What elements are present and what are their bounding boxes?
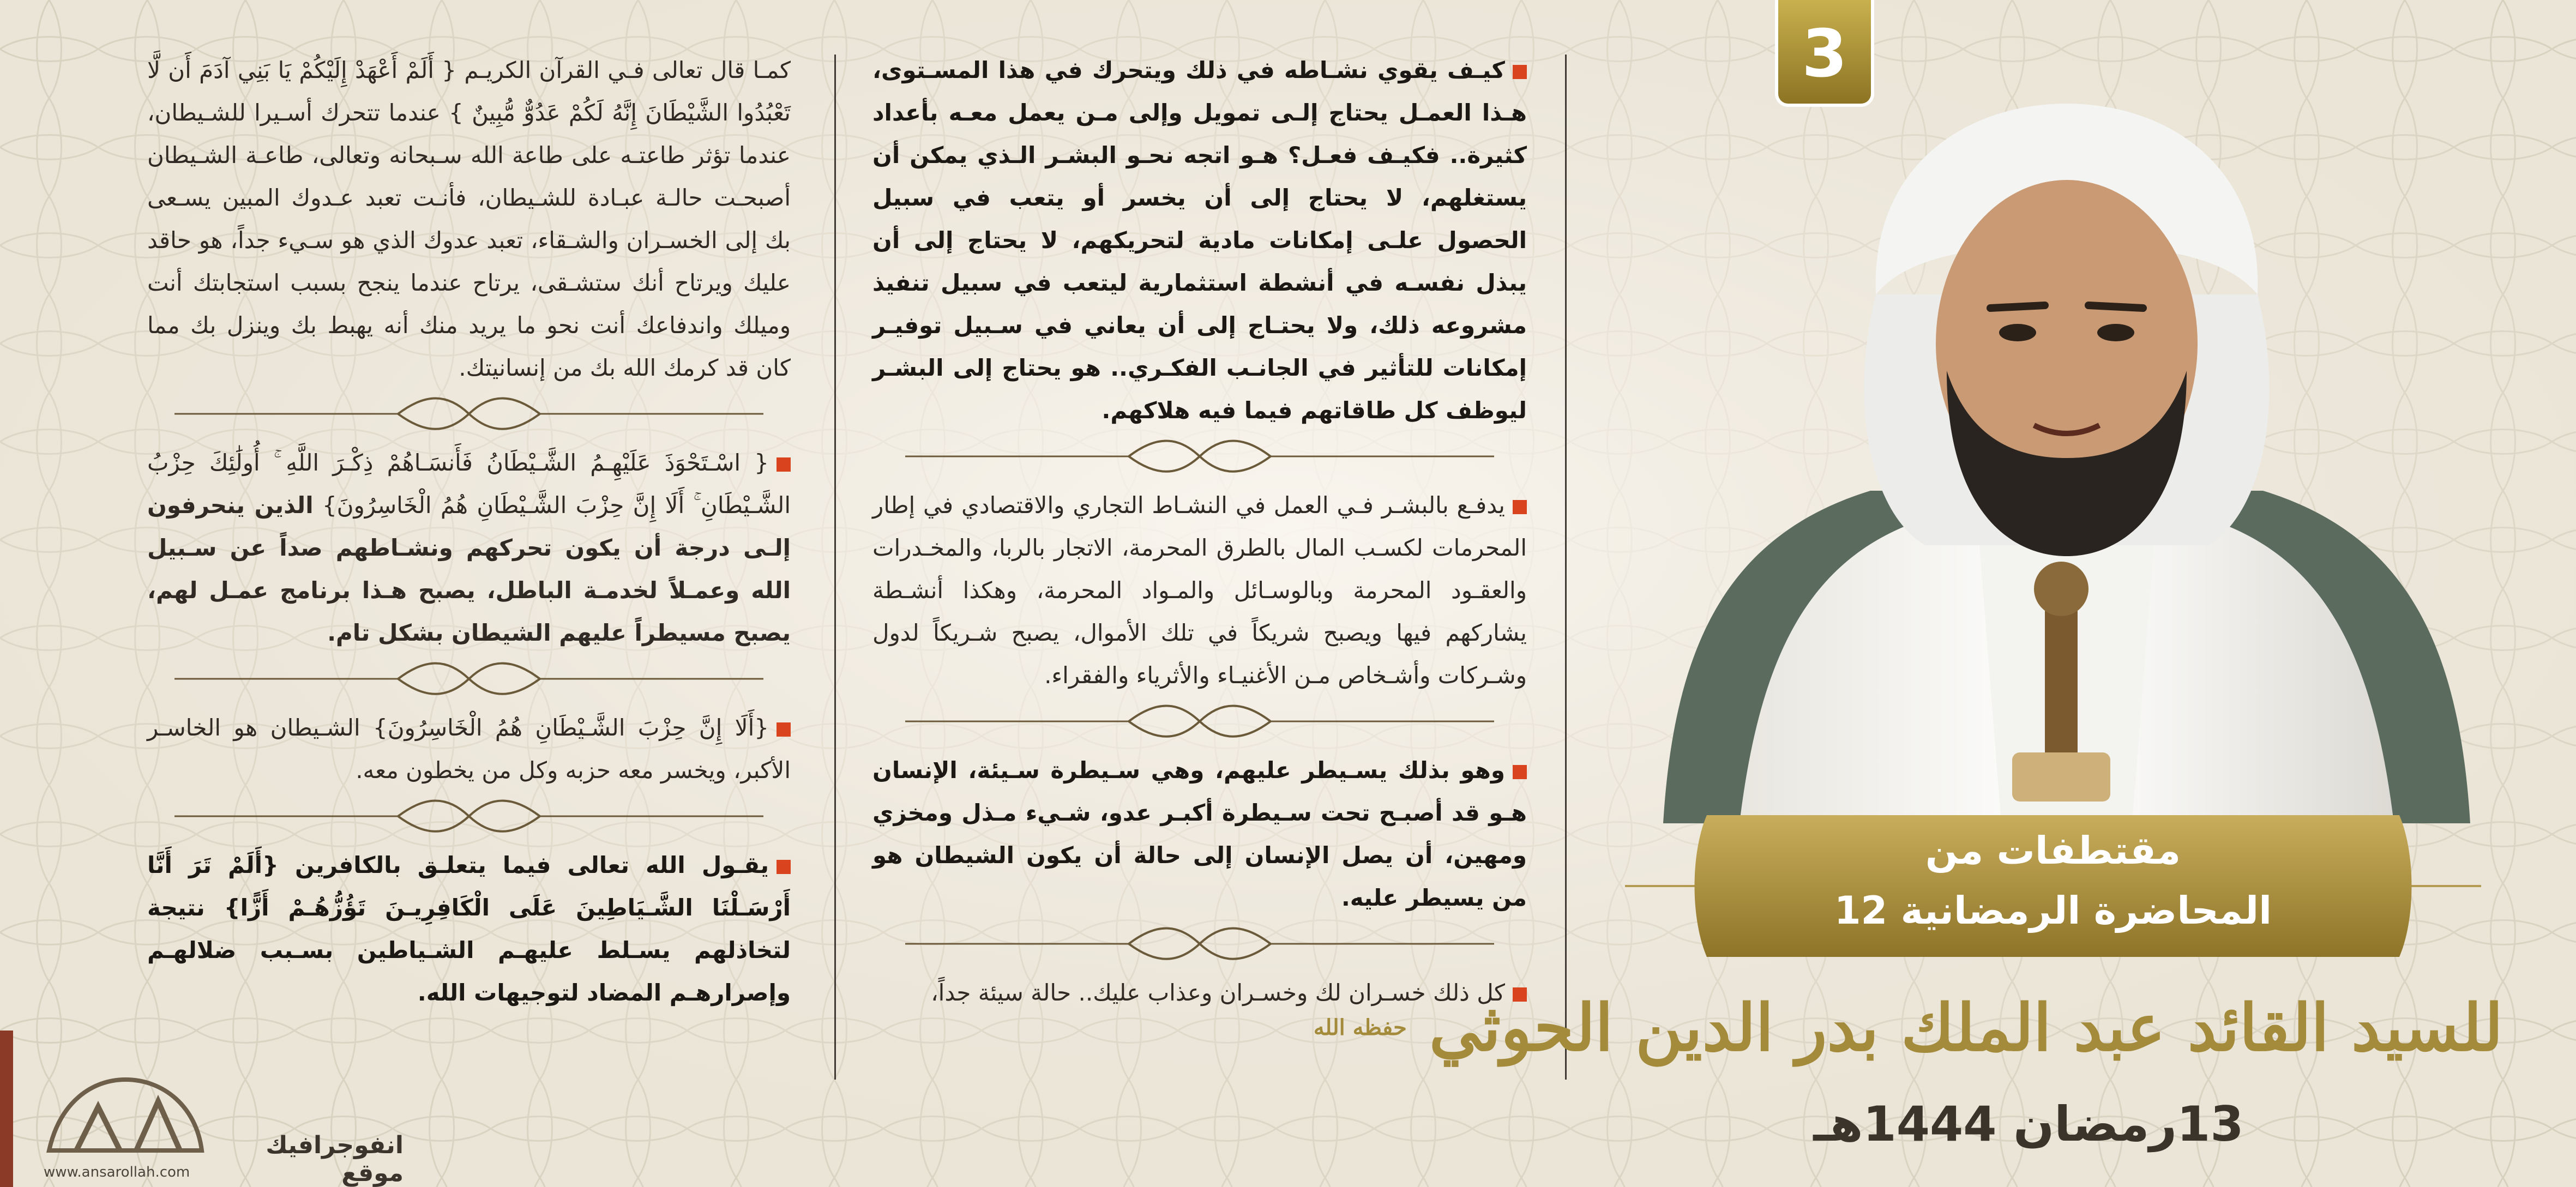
right-paragraph-1	[872, 49, 1527, 432]
right-text-column	[872, 49, 1527, 1014]
banner-title-line-2: المحاضرة الرمضانية 12	[1834, 888, 2272, 933]
left-paragraph-2	[147, 442, 791, 654]
speaker-portrait	[1641, 98, 2492, 823]
footer-url[interactable]: www.ansarollah.com	[44, 1164, 190, 1180]
speaker-signature	[1313, 981, 2503, 1074]
column-rule-right	[1565, 55, 1567, 1080]
ornament-divider	[872, 433, 1527, 480]
ornament-divider	[147, 655, 791, 702]
bullet-icon	[1513, 765, 1527, 779]
signature-text: للسيد القائد عبد الملك بدر الدين الحوثي	[1429, 990, 2503, 1065]
left-paragraph-1	[147, 49, 791, 389]
hijri-date: 13رمضان 1444هـ	[1813, 1096, 2244, 1152]
ansarollah-logo-icon	[38, 1058, 218, 1167]
lecture-title-banner	[1625, 804, 2481, 968]
left-text-column	[147, 49, 791, 1014]
left-paragraph-2-quote: { اسْـتَحْوَذَ عَلَيْهِـمُ الشَّـيْطَانُ فَأَنسَـاهُمْ ذِكْـرَ اللَّهِ ۚ أُولَٰئِكَ حِزْبُ الشَّـيْطَانِ ۚ أَلَا إِنَّ حِزْبَ الشَّـيْطَانِ هُمُ الْخَاسِرُونَ}	[147, 449, 791, 519]
column-rule-middle	[834, 55, 836, 1080]
side-strip	[0, 1031, 13, 1187]
right-paragraph-3	[872, 749, 1527, 919]
left-paragraph-3-text: {أَلَا إِنَّ حِزْبَ الشَّـيْطَانِ هُمُ الْخَاسِرُونَ} الشـيطان هو الخاسـر الأكبر، ويخسر معه حزبه وكل من يخطون معه.	[147, 714, 791, 784]
ornament-divider	[872, 920, 1527, 967]
number-badge: 3	[1775, 0, 1874, 107]
bullet-icon	[1513, 500, 1527, 514]
left-paragraph-4	[147, 844, 791, 1014]
bullet-icon	[777, 860, 791, 874]
ornament-divider	[147, 390, 791, 437]
bullet-icon	[1513, 65, 1527, 79]
signature-honorific: حفظه الله	[1313, 1015, 1407, 1040]
left-paragraph-1-text: كمـا قال تعالى فـي القرآن الكريـم { أَلَمْ أَعْهَدْ إِلَيْكُمْ يَا بَنِي آدَمَ أَن لَّا تَعْبُدُوا الشَّيْطَانَ إِنَّهُ لَكُمْ عَدُوٌّ مُّبِينٌ } عندما تتحرك أسـيرا للشـيطان، عندما تؤثر طاعتـه على طاعة الله سـبحانه وتعالى، طاعـة الشـيطان أصبحـت حالـة عبـادة للشـيطان، فأنـت تعبد عـدوك المبين يسـعى بك إلى الخسـران والشـقاء، تعبد عدوك الذي هو سـيء جداً، هو حاقد عليك ويرتاح أنك ستشـقى، يرتاح عندما ينجح بسبب استجابتك أنت وميلك واندفاعك أنت نحو ما يريد منك أنه يهبط بك وينزل بك مما كان قد كرمك الله بك من إنسانيتك.	[147, 57, 791, 381]
ornament-divider	[872, 698, 1527, 745]
bullet-icon	[777, 722, 791, 737]
left-paragraph-3	[147, 707, 791, 792]
right-paragraph-2	[872, 484, 1527, 697]
right-paragraph-2-text: يدفـع بالبشـر فـي العمل في النشـاط التجاري والاقتصادي في إطار المحرمات لكسـب المال بالطرق المحرمة، الاتجار بالربا، والمخـدرات والعقـود المحرمة وبالوسـائل والمـواد المحرمة، وهكذا أنشـطة يشاركهم فيها ويصبح شريكاً في تلك الأموال، يصبح شـريكاً لدول وشـركات وأشـخاص مـن الأغنيـاء والأثرياء والفقراء.	[872, 492, 1527, 689]
right-paragraph-1-text: كيـف يقوي نشـاطه في ذلك ويتحرك في هذا المسـتوى، هـذا العمـل يحتاج إلـى تمويل وإلى مـن يعمل معـه بأعداد كثيرة.. فكيـف فعـل؟ هـو اتجه نحـو البشـر الـذي يمكن أن يستغلهم، لا يحتاج إلى أن يخسر أو يتعب في سبيل الحصول علـى إمكانات مادية لتحريكهم، لا يحتاج إلى أن يبذل نفسـه في أنشطة استثمارية ليتعب في سبيل تنفيذ مشروعه ذلك، ولا يحتـاج إلى أن يعاني في سـبيل توفيـر إمكانات للتأثير في الجانـب الفكـري.. هو يحتاج إلى البشـر ليوظف كل طاقاتهم فيما فيه هلاكهم.	[872, 57, 1527, 424]
banner-title-line-1: مقتطفات من	[1925, 828, 2181, 873]
footer-site-label: انفوجرافيك موقع	[266, 1131, 404, 1187]
left-paragraph-4-text: يقـول الله تعالى فيما يتعلـق بالكافرين {أَلَمْ تَرَ أَنَّا أَرْسَـلْنَا الشَّـيَاطِينَ عَلَى الْكَافِرِيـنَ تَؤُزُّهُـمْ أَزًّا} نتيجة لتخاذلهم يسـلط عليهـم الشـياطين بسـبب ضلالهـم وإصرارهـم المضاد لتوجيهات الله.	[147, 852, 791, 1006]
ornament-divider	[147, 793, 791, 840]
right-paragraph-3-text: وهو بذلك يسـيطر عليهم، وهي سـيطرة سـيئة، الإنسان هـو قد أصبـح تحت سـيطرة أكبـر عدو، شـيء مـذل ومخزي ومهين، أن يصل الإنسان إلى حالة أن يكون الشيطان هو من يسيطر عليه.	[872, 757, 1527, 911]
right-paragraph-4-text: كل ذلك خسـران لك وخسـران وعذاب عليك.. حالة سيئة جداً،	[931, 979, 1505, 1006]
left-paragraph-2-bold: الذين ينحرفون إلـى درجة أن يكون تحركهم ونشـاطهم صداً عن سـبيل الله وعمـلاً لخدمـة الباطل، يصبح هـذا برنامج عمـل لهم، يصبح مسيطراً عليهم الشيطان بشكل تام.	[147, 492, 791, 646]
bullet-icon	[777, 457, 791, 472]
